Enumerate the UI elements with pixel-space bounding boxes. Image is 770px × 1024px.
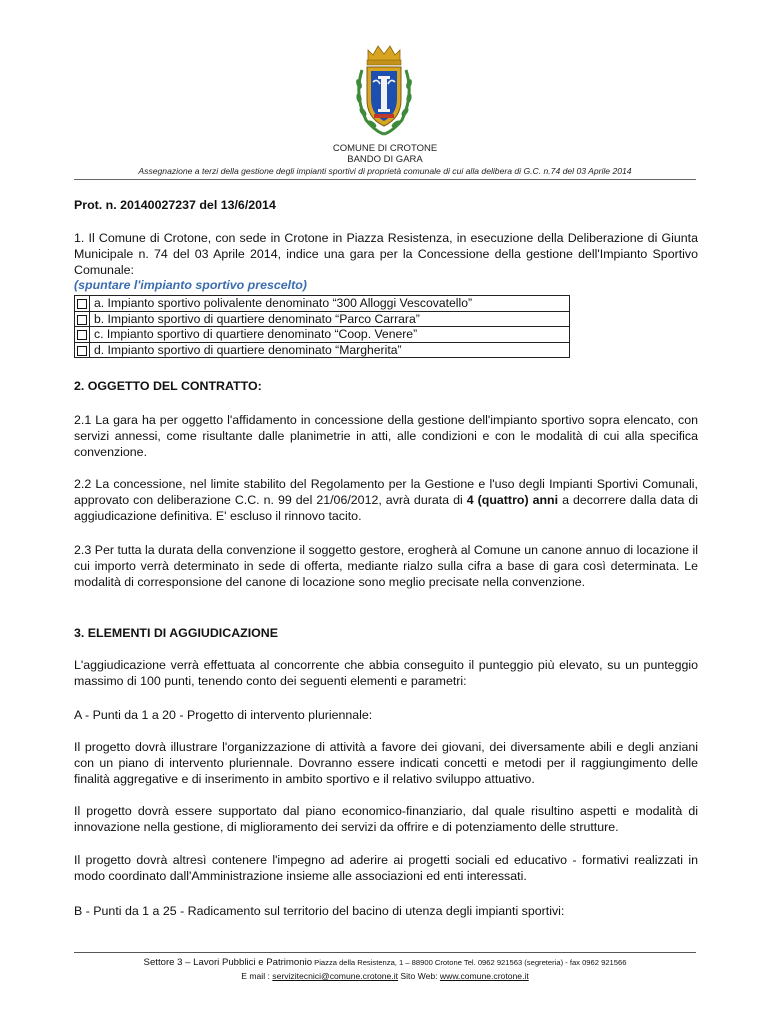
criterion-a-paragraph-1: Il progetto dovrà illustrare l'organizzazione di attività a favore dei giovani, dei diversamente abili e degli anziani con un piano di intervento pluriennale. Dovranno essere indicati concetti e metodi per il raggiungimento delle finalità aggregative e di inserimento in ambito sportivo e il relativo sviluppo attuativo.	[74, 740, 698, 786]
criterion-a-paragraph-2: Il progetto dovrà essere supportato dal piano economico-finanziario, dal quale risultino aspetti e modalità di innovazione nella gestione, di miglioramento dei servizi da offrire e di potenziamento delle strutture.	[74, 804, 698, 834]
option-b-checkbox[interactable]	[75, 311, 90, 327]
option-row	[75, 311, 570, 327]
website-link[interactable]: www.comune.crotone.it	[439, 971, 529, 981]
footer-department	[0, 957, 770, 969]
crest-icon	[352, 40, 416, 140]
email-label: E mail :	[241, 971, 273, 981]
document-type: BANDO DI GARA	[347, 154, 423, 165]
option-row	[75, 342, 570, 358]
department-address: Piazza della Resistenza, 1 – 88900 Crotone Tel. 0962 921563 (segreteria) - fax 0962 921566	[312, 958, 627, 967]
section-2-2-text: 2.2 La concessione, nel limite stabilito del Regolamento per la Gestione e l'uso degli Impianti Sportivi Comunali, approvato con deliberazione C.C. n. 99 del 21/06/2012, avrà durata di	[74, 477, 698, 507]
section-2-3: 2.3 Per tutta la durata della convenzione il soggetto gestore, erogherà al Comune un canone annuo di locazione il cui importo verrà determinato in sede di offerta, mediante rialzo sulla cifra a base di gara così determinata. Le modalità di corresponsione del canone di locazione sono meglio precisate nella convenzione.	[74, 543, 698, 589]
criterion-b-title: B - Punti da 1 a 25 - Radicamento sul territorio del bacino di utenza degli impianti sportivi:	[74, 904, 565, 918]
section-1-paragraph: 1. Il Comune di Crotone, con sede in Crotone in Piazza Resistenza, in esecuzione della Deliberazione di Giunta Municipale n. 74 del 03 Aprile 2014, indice una gara per la Concessione della gestione dell'Impianto Sportivo Comunale:	[74, 231, 698, 277]
protocol-number: Prot. n. 20140027237 del 13/6/2014	[74, 198, 276, 212]
option-d-label: d. Impianto sportivo di quartiere denominato “Margherita”	[90, 342, 570, 358]
option-a-checkbox[interactable]	[75, 296, 90, 312]
header-divider	[74, 179, 696, 180]
section-2-2-text-end: a decorrere dalla data di aggiudicazione definitiva. E' escluso il rinnovo tacito.	[74, 492, 699, 523]
checkbox-icon	[77, 299, 87, 309]
option-row	[75, 296, 570, 312]
department-name: Settore 3 – Lavori Pubblici e Patrimonio	[143, 957, 313, 968]
section-3-intro: L'aggiudicazione verrà effettuata al concorrente che abbia conseguito il punteggio più elevato, su un punteggio massimo di 100 punti, tenendo conto dei seguenti elementi e parametri:	[74, 658, 698, 688]
option-c-label: c. Impianto sportivo di quartiere denominato “Coop. Venere”	[90, 327, 570, 343]
document-subject: Assegnazione a terzi della gestione degli impianti sportivi di proprietà comunale di cui alla delibera di G.C. n.74 del 03 Aprile 2014	[138, 166, 632, 176]
option-row	[75, 327, 570, 343]
section-2-2	[74, 477, 698, 524]
duration-value: 4 (quattro) anni	[466, 492, 559, 507]
option-c-checkbox[interactable]	[75, 327, 90, 343]
section-3-title: 3. ELEMENTI DI AGGIUDICAZIONE	[74, 626, 278, 640]
option-a-label: a. Impianto sportivo polivalente denominato “300 Alloggi Vescovatello”	[90, 296, 570, 312]
checkbox-icon	[77, 315, 87, 325]
criterion-a-title: A - Punti da 1 a 20 - Progetto di intervento pluriennale:	[74, 708, 373, 722]
email-link[interactable]: servizitecnici@comune.crotone.it	[272, 971, 399, 981]
checkbox-icon	[77, 330, 87, 340]
checkbox-icon	[77, 346, 87, 356]
site-label: Sito Web:	[398, 971, 440, 981]
option-d-checkbox[interactable]	[75, 342, 90, 358]
organization-name: COMUNE DI CROTONE	[332, 143, 438, 154]
section-2-title: 2. OGGETTO DEL CONTRATTO:	[74, 379, 262, 393]
criterion-a-paragraph-3: Il progetto dovrà altresì contenere l'impegno ad aderire ai progetti sociali ed educativo - formativi realizzati in modo coordinato dall'Amministrazione insieme alle associazioni ed enti interessati.	[74, 853, 698, 883]
facility-options-table	[74, 295, 570, 358]
selection-instruction: (spuntare l'impianto sportivo prescelto)	[74, 278, 307, 292]
footer-contacts	[0, 970, 770, 982]
section-2-1: 2.1 La gara ha per oggetto l'affidamento in concessione della gestione dell'impianto sportivo sopra elencato, con servizi annessi, come risultante dalle planimetrie in atti, alle condizioni e con le modalità di cui alla specifica convenzione.	[74, 413, 698, 459]
option-b-label: b. Impianto sportivo di quartiere denominato “Parco Carrara”	[90, 311, 570, 327]
footer-divider	[74, 952, 696, 953]
